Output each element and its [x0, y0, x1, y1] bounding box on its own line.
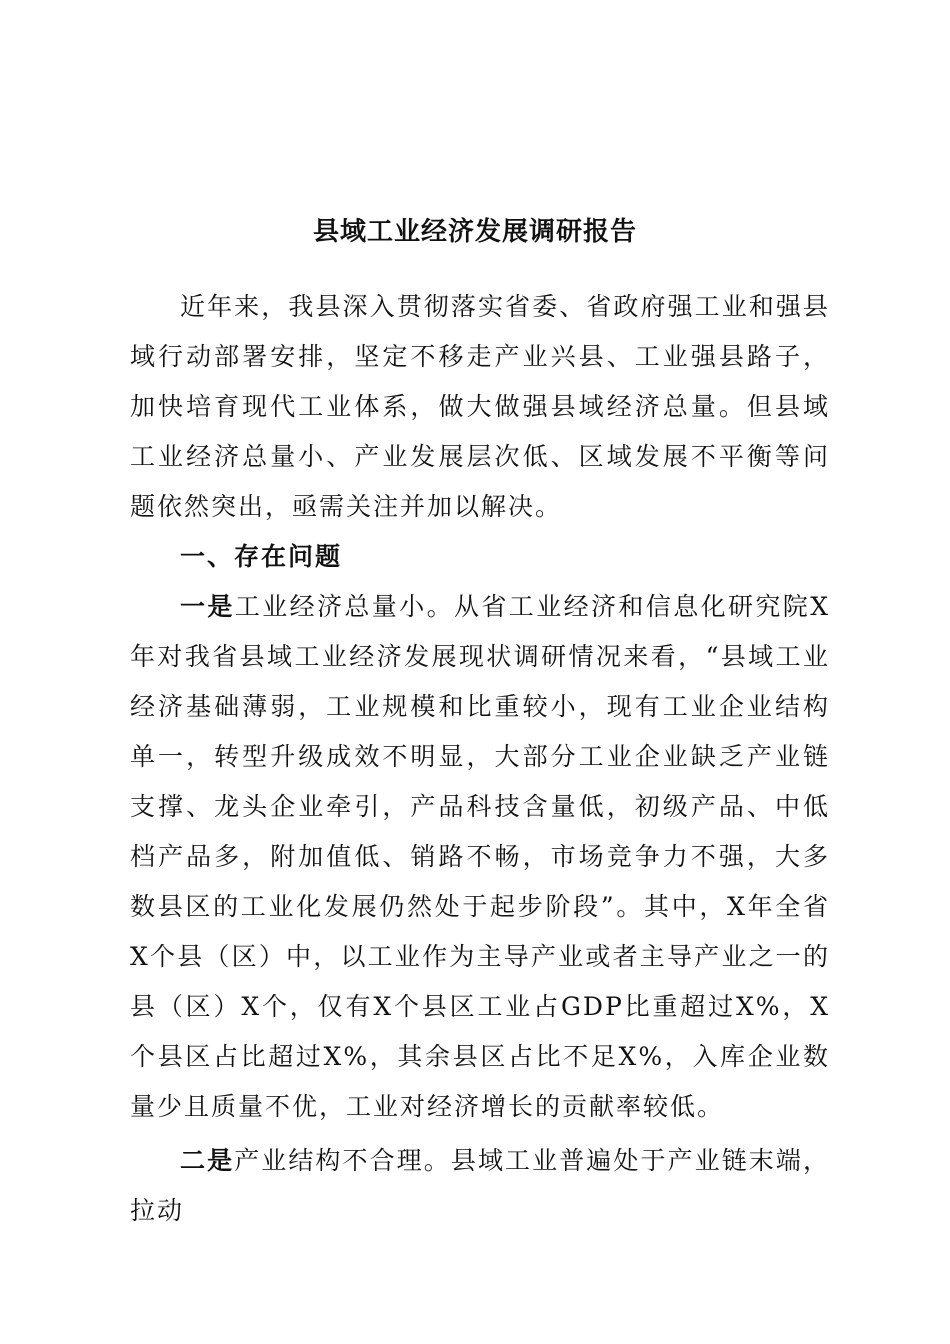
document-body [130, 282, 830, 1236]
section-heading-problems: 一、存在问题 [180, 542, 343, 571]
point-one-lead: 一是 [180, 592, 235, 621]
point-one-paragraph [130, 582, 830, 1132]
point-two-paragraph [130, 1136, 830, 1236]
point-two-text: 产业结构不合理。县域工业普遍处于产业链末端，拉动 [130, 1146, 830, 1225]
intro-paragraph: 近年来，我县深入贯彻落实省委、省政府强工业和强县域行动部署安排，坚定不移走产业兴县、工业强县路子，加快培育现代工业体系，做大做强县域经济总量。但县域工业经济总量小、产业发展层次低、区域发展不平衡等问题依然突出，亟需关注并加以解决。 [130, 292, 830, 521]
point-one-text: 工业经济总量小。从省工业经济和信息化研究院X年对我省县域工业经济发展现状调研情况来看，“县域工业经济基础薄弱，工业规模和比重较小，现有工业企业结构单一，转型升级成效不明显，大部分工业企业缺乏产业链支撑、龙头企业牵引，产品科技含量低，初级产品、中低档产品多，附加值低、销路不畅，市场竞争力不强，大多数县区的工业化发展仍然处于起步阶段”。其中，X年全省X个县（区）中，以工业作为主导产业或者主导产业之一的县（区）X个，仅有X个县区工业占GDP比重超过X%，X个县区占比超过X%，其余县区占比不足X%，入库企业数量少且质量不优，工业对经济增长的贡献率较低。 [130, 592, 830, 1121]
document-title: 县域工业经济发展调研报告 [312, 217, 637, 247]
point-two-lead: 二是 [180, 1146, 235, 1175]
